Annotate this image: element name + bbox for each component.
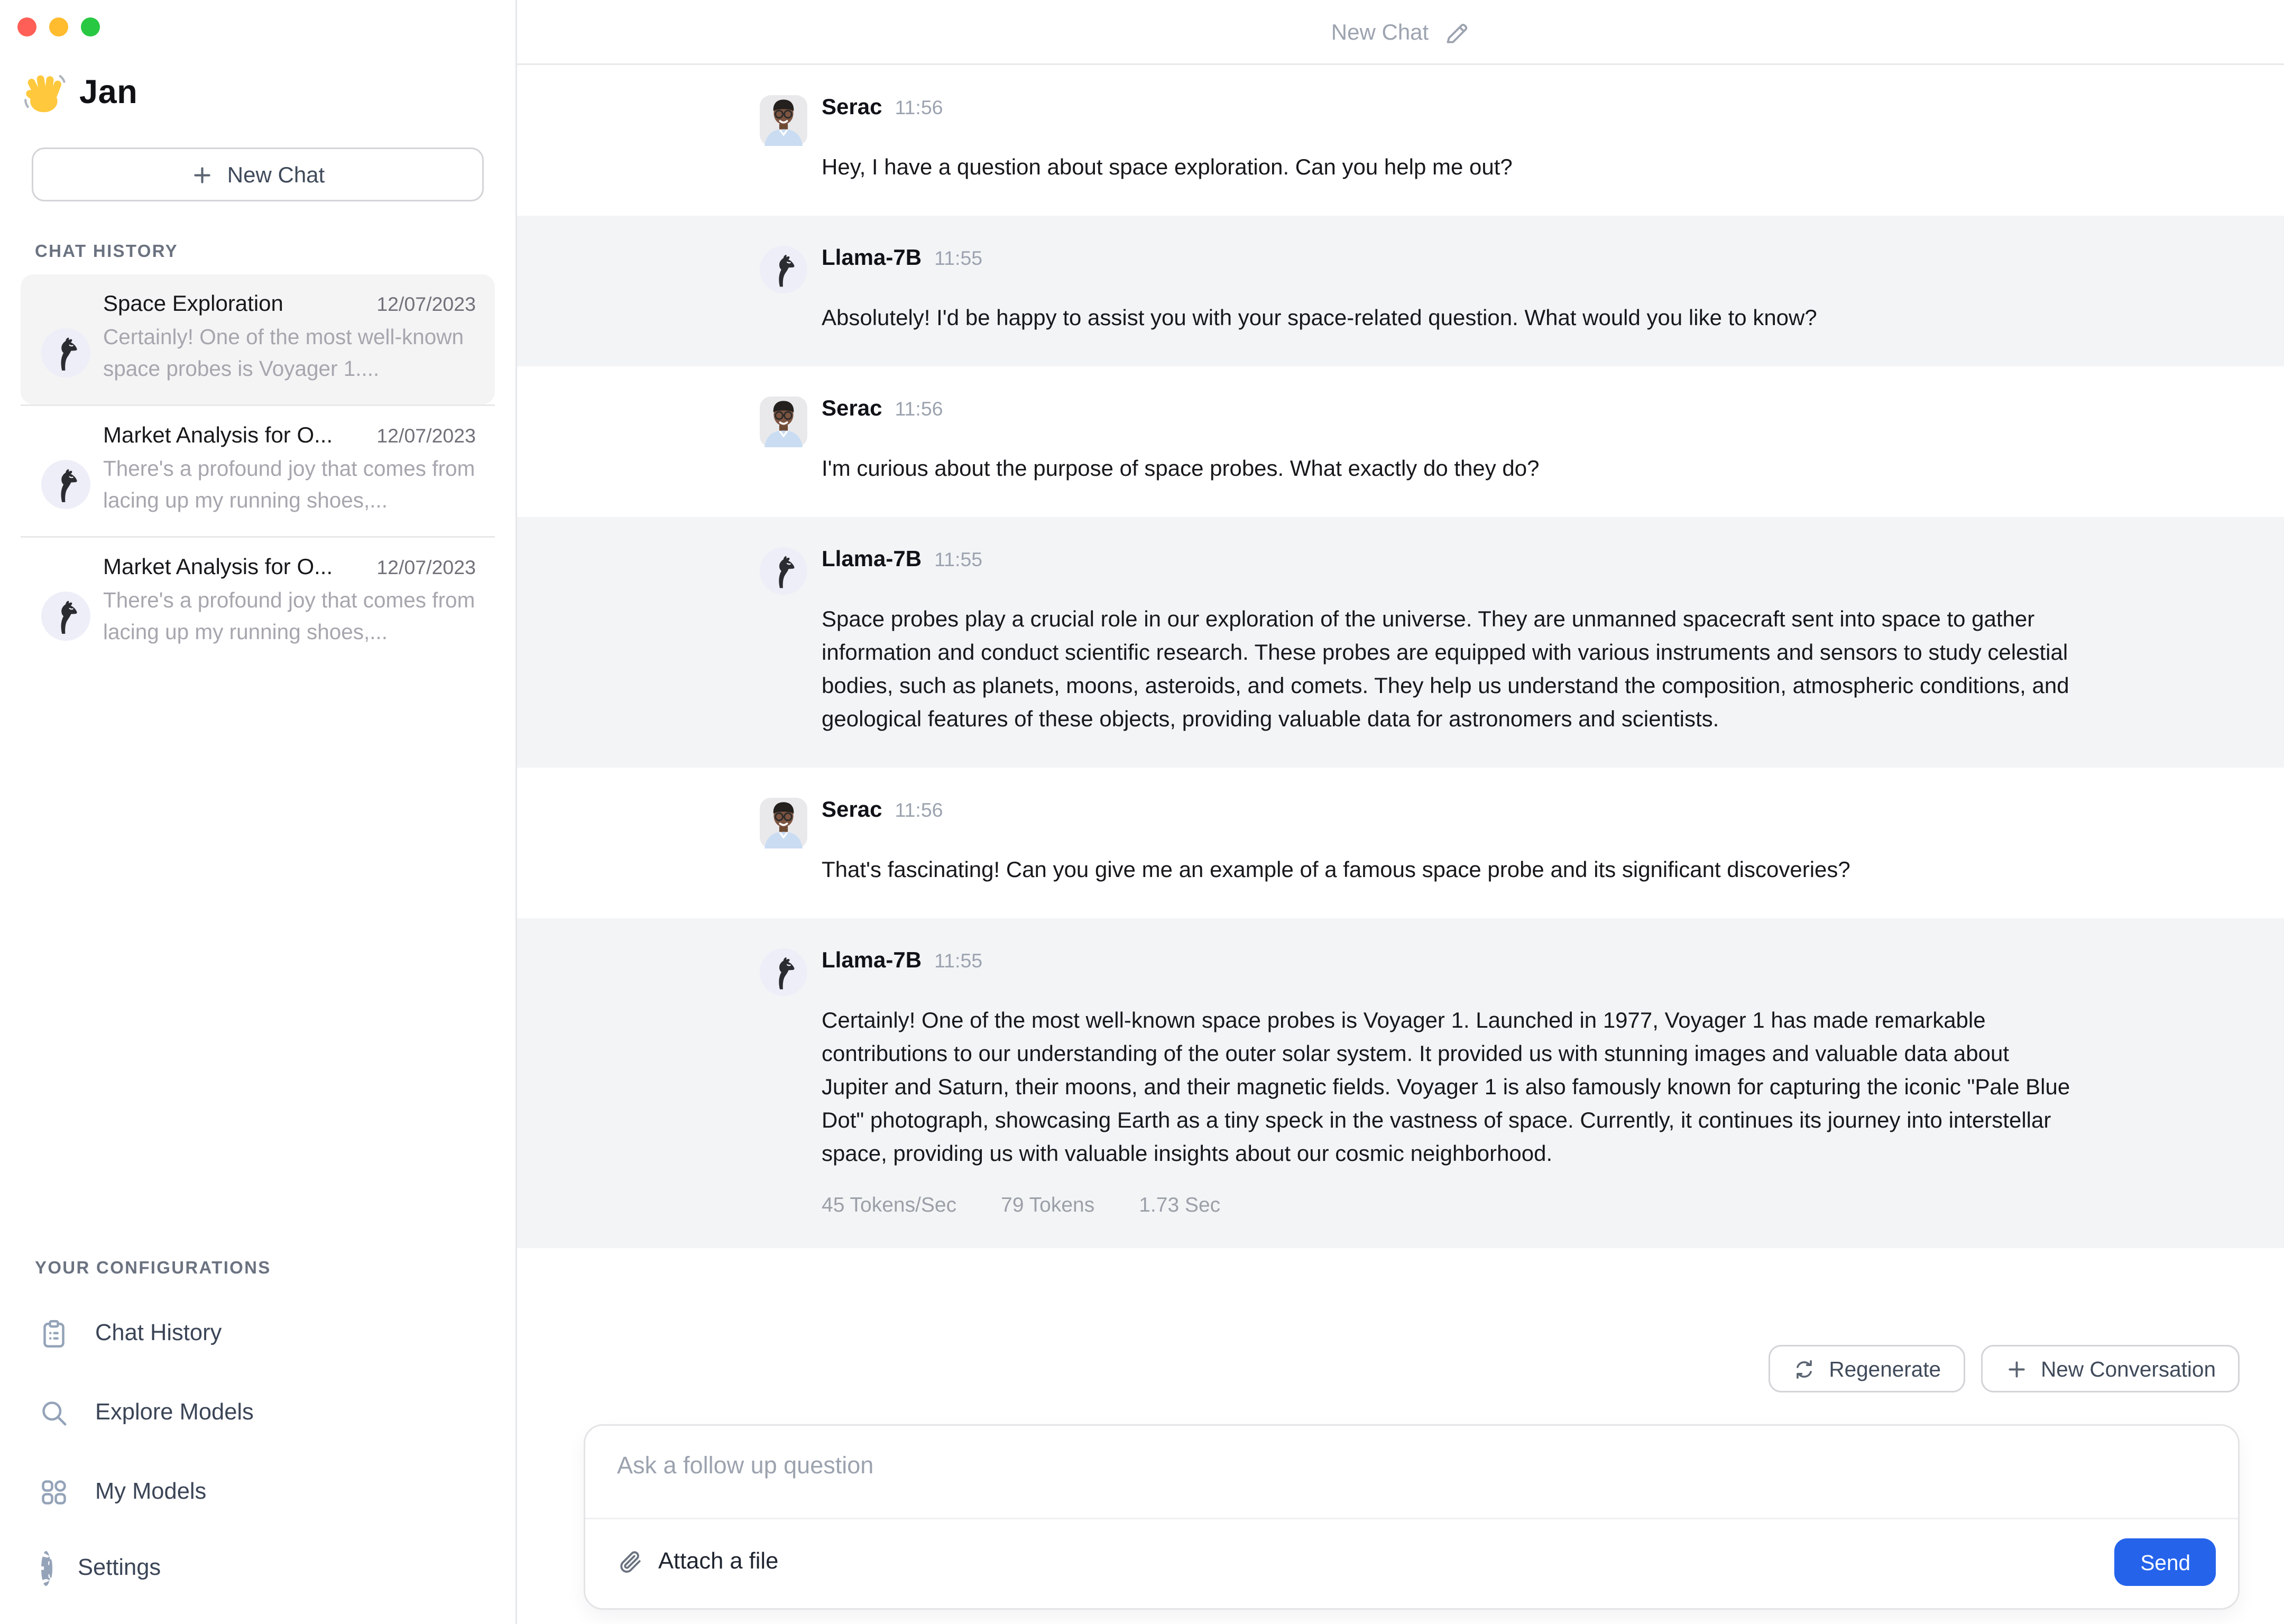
sidebar-item-label: Explore Models [95,1400,254,1426]
user-avatar [760,798,807,845]
sidebar-item-my-models[interactable] [0,1453,515,1532]
message-time: 11:56 [895,799,943,822]
new-conversation-button[interactable] [1981,1345,2240,1392]
new-conversation-button-label: New Conversation [2041,1357,2216,1381]
clipboard-icon [38,1318,70,1350]
message-row-assistant [517,517,2284,768]
message-time: 11:55 [934,247,983,270]
message-author: Llama-7B [822,546,922,571]
new-chat-button-label: New Chat [227,162,325,187]
llama-avatar [41,460,90,509]
message-author: Llama-7B [822,947,922,972]
configurations-section-label: YOUR CONFIGURATIONS [35,1259,271,1278]
user-avatar [760,95,807,143]
composer-toolbar [585,1519,2238,1608]
message-author: Llama-7B [822,244,922,270]
chat-date: 12/07/2023 [376,425,476,447]
regenerate-button-label: Regenerate [1829,1357,1941,1381]
chat-header [517,0,2284,65]
maximize-window-button[interactable] [81,17,100,36]
message-text: Certainly! One of the most well-known space probes is Voyager 1. Launched in 1977, Voyager 1 has made remarkable contributions to our understanding of the outer solar system. It provided us with stunning images and valuable data about Jupiter and Saturn, their moons, and their magnetic fields. Voyager 1 is also famously known for capturing the iconic "Pale Blue Dot" photograph, showcasing Earth as a tiny speck in the vastness of space. Currently, it continues its journey into interstellar space, providing us with valuable insights about our cosmic neighborhood. [822,1007,2070,1166]
chat-history-section-label: CHAT HISTORY [35,243,178,262]
chat-main [517,0,2284,1624]
message-time: 11:55 [934,950,983,972]
sidebar-item-settings[interactable] [0,1532,515,1605]
message-author: Serac [822,395,882,420]
sidebar-item-explore-models[interactable] [0,1373,515,1453]
duration-stat: 1.73 Sec [1139,1193,1221,1216]
refresh-icon [1792,1357,1816,1381]
message-author: Serac [822,94,882,119]
message-text: Space probes play a crucial role in our exploration of the universe. They are unmanned spacecraft sent into space to gather information and conduct scientific research. These probes are equipped with various instruments and sensors to study celestial bodies, such as planets, moons, asteroids, and comets. They help us understand the composition, atmospheric conditions, and geological features of these objects, providing valuable data for astronomers and scientists. [822,606,2069,731]
chat-date: 12/07/2023 [376,557,476,579]
chat-date: 12/07/2023 [376,293,476,316]
message-time: 11:55 [934,549,983,571]
sidebar-item-label: My Models [95,1480,207,1505]
sidebar [0,0,517,1624]
edit-title-button[interactable] [1443,19,1470,45]
chat-history-item[interactable] [21,404,495,536]
message-time: 11:56 [895,398,943,420]
user-avatar [760,396,807,444]
chat-title: Market Analysis for O... [103,422,333,447]
message-input-card [584,1424,2240,1610]
message-author: Serac [822,796,882,822]
message-time: 11:56 [895,97,943,119]
llama-avatar [41,592,90,641]
pencil-icon [1443,19,1470,45]
plus-icon [191,163,215,187]
chat-preview: There's a profound joy that comes from lacing up my running shoes,... [103,457,475,512]
search-icon [38,1397,70,1429]
message-row-assistant [517,216,2284,366]
chat-header-title: New Chat [1331,19,1429,44]
message-text: Hey, I have a question about space exploration. Can you help me out? [822,154,1513,179]
generation-stats [822,1193,2079,1216]
chat-preview: Certainly! One of the most well-known space probes is Voyager 1.... [103,325,464,381]
message-row-user [517,768,2284,918]
tokens-per-sec-stat: 45 Tokens/Sec [822,1193,957,1216]
chat-history-item[interactable] [21,536,495,668]
composer [584,1345,2240,1610]
llama-avatar [760,246,807,293]
gear-icon [38,1556,52,1581]
llama-avatar [760,547,807,595]
message-text: I'm curious about the purpose of space probes. What exactly do they do? [822,455,1540,481]
message-text: Absolutely! I'd be happy to assist you with your space-related question. What would you like to know? [822,304,1817,330]
llama-avatar [760,948,807,996]
message-row-assistant [517,918,2284,1248]
new-chat-button[interactable] [32,147,484,201]
chat-preview: There's a profound joy that comes from lacing up my running shoes,... [103,588,475,644]
plus-icon [2004,1357,2028,1381]
message-row-user [517,366,2284,517]
sidebar-item-label: Settings [78,1556,161,1581]
window-controls [0,0,515,36]
sidebar-item-label: Chat History [95,1321,222,1346]
sidebar-item-chat-history[interactable] [0,1294,515,1373]
message-row-user [517,65,2284,216]
message-text: That's fascinating! Can you give me an example of a famous space probe and its significant discoveries? [822,856,1850,882]
chat-title: Market Analysis for O... [103,553,333,579]
send-button[interactable]: Send [2115,1538,2216,1586]
message-input[interactable] [585,1426,2238,1492]
chat-title: Space Exploration [103,290,283,316]
app-logo [22,71,515,116]
app-title: Jan [79,75,138,111]
chat-history-list [0,271,515,668]
minimize-window-button[interactable] [49,17,68,36]
chat-history-item[interactable] [21,274,495,404]
attach-file-label: Attach a file [658,1549,779,1575]
composer-actions [584,1345,2240,1392]
llama-avatar [41,328,90,377]
tokens-stat: 79 Tokens [1001,1193,1095,1216]
attach-file-button[interactable] [615,1548,778,1576]
paperclip-icon [615,1548,644,1576]
close-window-button[interactable] [17,17,36,36]
configurations-list [0,1288,515,1624]
grid-icon [38,1477,70,1508]
hand-wave-icon [22,71,67,116]
regenerate-button[interactable] [1769,1345,1965,1392]
